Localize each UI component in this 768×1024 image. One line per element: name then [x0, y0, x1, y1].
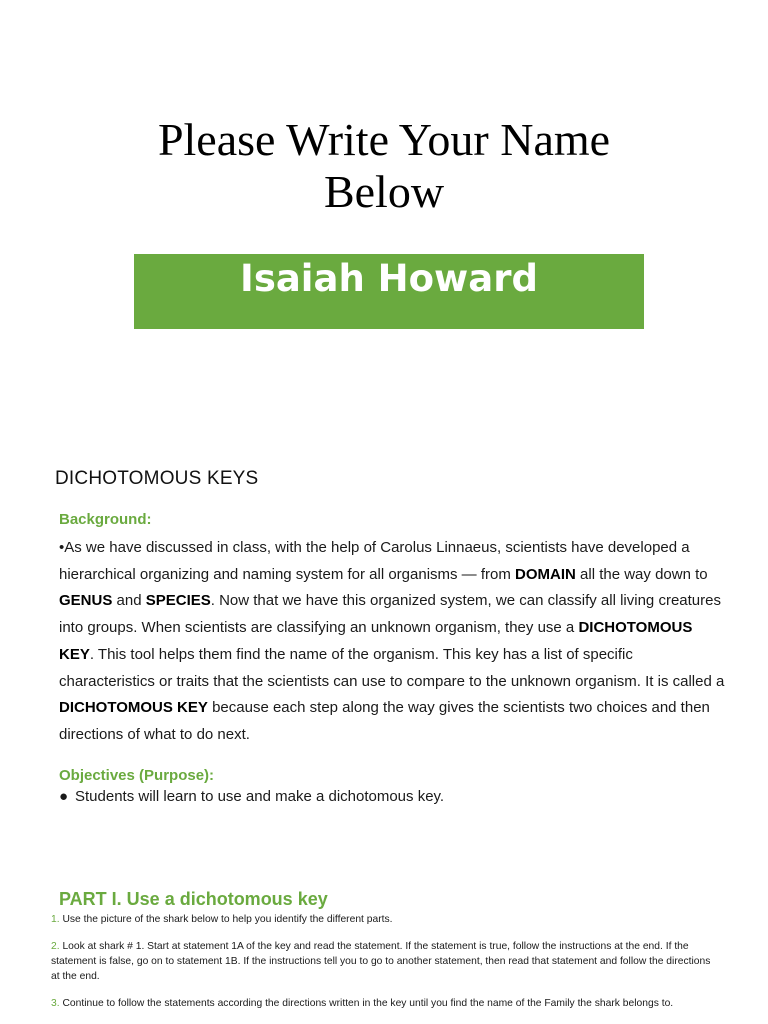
page-title — [0, 114, 768, 218]
step-1 — [51, 912, 711, 927]
term-dichotomous-key-2: DICHOTOMOUS KEY — [59, 699, 208, 717]
background-text-3: and — [112, 592, 146, 610]
step-text: Use the picture of the shark below to help you identify the different parts. — [59, 914, 393, 925]
step-number: 3. — [51, 998, 60, 1009]
background-label: Background: — [59, 511, 152, 528]
objective-item — [59, 788, 444, 805]
background-text-5: . This tool helps them find the name of the organism. This key has a list of specific characteristics or traits that the scientists can use to compare to the unknown organism. It is called a — [59, 645, 725, 690]
term-domain: DOMAIN — [515, 565, 576, 583]
background-text-6: because each step along the way gives the scientists two choices and then directions of what to do next. — [59, 699, 710, 743]
term-dichotomous-key: DICHOTOMOUS KEY — [59, 619, 693, 663]
step-3 — [51, 996, 711, 1011]
background-text-1: •As we have discussed in class, with the help of Carolus Linnaeus, scientists have developed a hierarchical organizing and naming system for all organisms — from — [59, 539, 690, 583]
objectives-label: Objectives (Purpose): — [59, 767, 215, 784]
background-text-4: . Now that we have this organized system, we can classify all living creatures into groups. When scientists are classifying an unknown organism, they use a — [59, 592, 721, 637]
term-species: SPECIES — [145, 592, 211, 610]
step-2 — [51, 939, 711, 984]
step-number: 1. — [51, 914, 60, 925]
title-line-2: Below — [323, 166, 445, 217]
bullet-icon: ● — [59, 788, 69, 805]
step-text: Look at shark # 1. Start at statement 1A of the key and read the statement. If the statement is true, follow the instructions at the end. If the statement is false, go on to statement 1B. If the instructions tell you to go to another statement, then read that statement and follow the directions at the end. — [51, 941, 711, 982]
objective-text: Students will learn to use and make a dichotomous key. — [75, 788, 445, 805]
term-genus: GENUS — [59, 592, 113, 610]
background-paragraph — [59, 535, 729, 749]
student-name-box[interactable]: Isaiah Howard — [134, 254, 644, 329]
step-number: 2. — [51, 941, 60, 952]
title-line-1: Please Write Your Name — [157, 114, 611, 165]
part-title: PART I. Use a dichotomous key — [59, 889, 328, 909]
step-text: Continue to follow the statements according the directions written in the key until you find the name of the Family the shark belongs to. — [59, 998, 674, 1009]
section-heading: DICHOTOMOUS KEYS — [55, 468, 259, 489]
background-text-2: all the way down to — [575, 565, 708, 583]
